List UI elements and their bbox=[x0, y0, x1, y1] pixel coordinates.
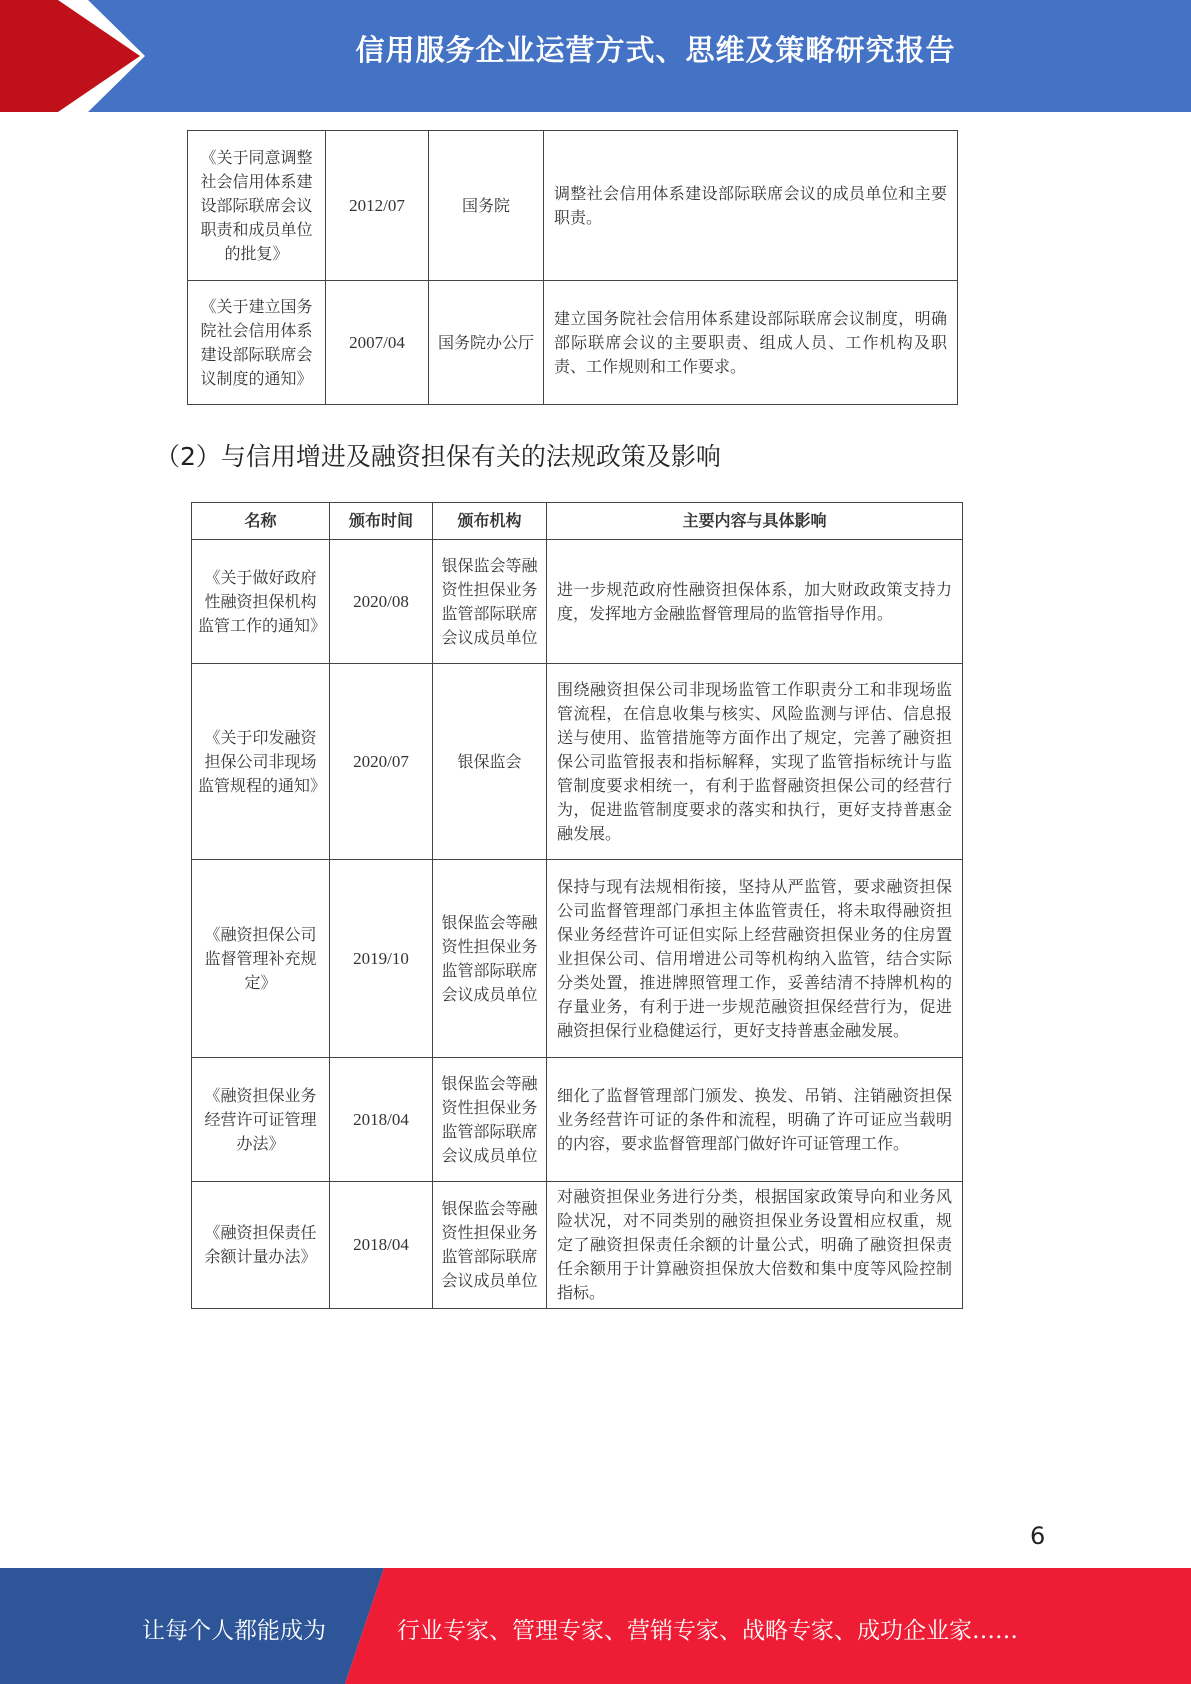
page-header bbox=[0, 0, 1191, 112]
column-header-org: 颁布机构 bbox=[433, 503, 547, 540]
table-row bbox=[188, 281, 958, 405]
table-row bbox=[192, 540, 963, 664]
issuing-org-cell: 银保监会等融资性担保业务监管部际联席会议成员单位 bbox=[433, 540, 547, 664]
column-header-name: 名称 bbox=[192, 503, 330, 540]
policy-name-cell: 《融资担保业务经营许可证管理办法》 bbox=[192, 1058, 330, 1182]
issuing-org-cell: 国务院 bbox=[429, 131, 544, 281]
table-row bbox=[192, 860, 963, 1058]
content-cell: 进一步规范政府性融资担保体系，加大财政政策支持力度，发挥地方金融监督管理局的监管指导作用。 bbox=[547, 540, 963, 664]
issue-date-cell: 2018/04 bbox=[330, 1182, 433, 1309]
issuing-org-cell: 国务院办公厅 bbox=[429, 281, 544, 405]
issue-date-cell: 2020/08 bbox=[330, 540, 433, 664]
issuing-org-cell: 银保监会等融资性担保业务监管部际联席会议成员单位 bbox=[433, 860, 547, 1058]
report-title: 信用服务企业运营方式、思维及策略研究报告 bbox=[355, 33, 956, 67]
policy-name-cell: 《关于同意调整社会信用体系建设部际联席会议职责和成员单位的批复》 bbox=[188, 131, 326, 281]
content-cell: 保持与现有法规相衔接，坚持从严监管，要求融资担保公司监督管理部门承担主体监管责任，将未取得融资担保业务经营许可证但实际上经营融资担保业务的住房置业担保公司、信用增进公司等机构纳入监管，结合实际分类处置，推进牌照管理工作，妥善结清不持牌机构的存量业务，有利于进一步规范融资担保经营行为，促进融资担保行业稳健运行，更好支持普惠金融发展。 bbox=[547, 860, 963, 1058]
policy-name-cell: 《关于建立国务院社会信用体系建设部际联席会议制度的通知》 bbox=[188, 281, 326, 405]
guarantee-policy-table bbox=[191, 502, 963, 1309]
page-number: 6 bbox=[1030, 1522, 1046, 1550]
issue-date-cell: 2019/10 bbox=[330, 860, 433, 1058]
policy-name-cell: 《关于做好政府性融资担保机构监管工作的通知》 bbox=[192, 540, 330, 664]
table-row bbox=[192, 664, 963, 860]
issuing-org-cell: 银保监会等融资性担保业务监管部际联席会议成员单位 bbox=[433, 1058, 547, 1182]
column-header-content: 主要内容与具体影响 bbox=[547, 503, 963, 540]
policy-name-cell: 《融资担保责任余额计量办法》 bbox=[192, 1182, 330, 1309]
content-cell: 围绕融资担保公司非现场监管工作职责分工和非现场监管流程，在信息收集与核实、风险监测与评估、信息报送与使用、监管措施等方面作出了规定，完善了融资担保公司监管报表和指标解释，实现了监管指标统计与监管制度要求相统一，有利于监督融资担保公司的经营行为，促进监管制度要求的落实和执行，更好支持普惠金融发展。 bbox=[547, 664, 963, 860]
content-cell: 细化了监督管理部门颁发、换发、吊销、注销融资担保业务经营许可证的条件和流程，明确了许可证应当载明的内容，要求监督管理部门做好许可证管理工作。 bbox=[547, 1058, 963, 1182]
content-cell: 调整社会信用体系建设部际联席会议的成员单位和主要职责。 bbox=[544, 131, 958, 281]
footer-slogan-right: 行业专家、管理专家、营销专家、战略专家、成功企业家…… bbox=[397, 1618, 1018, 1644]
content-cell: 对融资担保业务进行分类，根据国家政策导向和业务风险状况，对不同类别的融资担保业务设置相应权重，规定了融资担保责任余额的计量公式，明确了融资担保责任余额用于计算融资担保放大倍数和集中度等风险控制指标。 bbox=[547, 1182, 963, 1309]
column-header-date: 颁布时间 bbox=[330, 503, 433, 540]
table-row bbox=[192, 1058, 963, 1182]
policy-table-continued bbox=[187, 130, 958, 405]
page-footer bbox=[0, 1568, 1191, 1684]
issue-date-cell: 2020/07 bbox=[330, 664, 433, 860]
issuing-org-cell: 银保监会等融资性担保业务监管部际联席会议成员单位 bbox=[433, 1182, 547, 1309]
policy-name-cell: 《融资担保公司监督管理补充规定》 bbox=[192, 860, 330, 1058]
issuing-org-cell: 银保监会 bbox=[433, 664, 547, 860]
content-cell: 建立国务院社会信用体系建设部际联席会议制度，明确部际联席会议的主要职责、组成人员、工作机构及职责、工作规则和工作要求。 bbox=[544, 281, 958, 405]
table-row bbox=[192, 1182, 963, 1309]
table-row bbox=[188, 131, 958, 281]
issue-date-cell: 2018/04 bbox=[330, 1058, 433, 1182]
footer-slogan-left: 让每个人都能成为 bbox=[142, 1618, 326, 1644]
policy-name-cell: 《关于印发融资担保公司非现场监管规程的通知》 bbox=[192, 664, 330, 860]
section-heading: （2）与信用增进及融资担保有关的法规政策及影响 bbox=[155, 442, 721, 471]
issue-date-cell: 2012/07 bbox=[326, 131, 429, 281]
table-header-row bbox=[192, 503, 963, 540]
issue-date-cell: 2007/04 bbox=[326, 281, 429, 405]
